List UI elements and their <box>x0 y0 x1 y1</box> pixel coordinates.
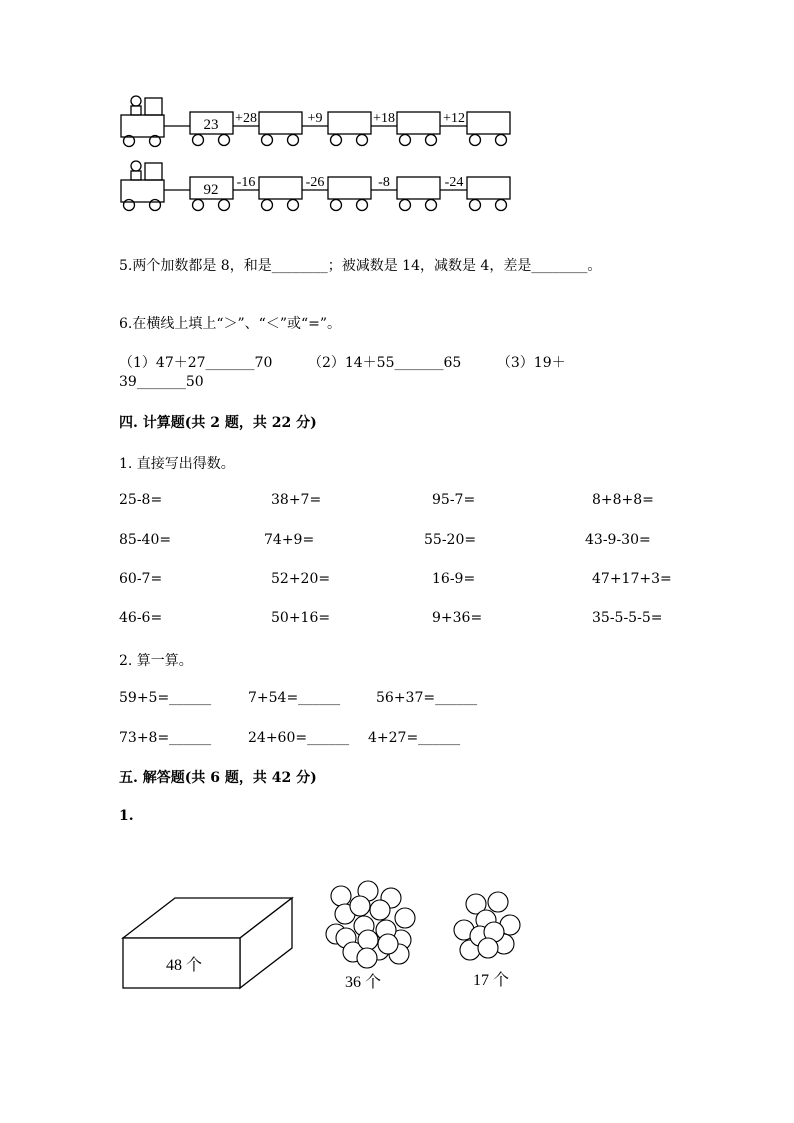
problem-1-figure <box>0 860 794 1010</box>
calc-1-item: 25-8= <box>119 492 163 508</box>
section-4-heading: 四. 计算题(共 2 题，共 22 分) <box>119 415 317 431</box>
calc-1-item: 85-40= <box>119 532 172 548</box>
box-3d <box>123 898 292 988</box>
calc-1-item: 46-6= <box>119 610 163 626</box>
calc-1-item: 95-7= <box>432 492 476 508</box>
train-car <box>328 112 371 146</box>
train-2-op-1: -16 <box>236 175 256 190</box>
question-6-line-2: 39_______50 <box>119 374 204 390</box>
train-car <box>259 112 302 146</box>
train-2-op-2: -26 <box>305 175 325 190</box>
calc-1-item: 43-9-30= <box>585 532 651 548</box>
train-car <box>467 112 510 146</box>
train-1-start: 23 <box>203 117 219 133</box>
locomotive-1 <box>121 96 190 147</box>
problem-1-number: 1. <box>119 808 134 824</box>
calc-1-item: 60-7= <box>119 571 163 587</box>
calc-1-item: 9+36= <box>432 610 483 626</box>
section-5-heading: 五. 解答题(共 6 题，共 42 分) <box>119 770 317 786</box>
calc-1-item: 50+16= <box>271 610 331 626</box>
ball-pile-large <box>326 881 415 968</box>
train-2-op-4: -24 <box>444 175 464 190</box>
train-car <box>467 177 510 211</box>
calc-2-title: 2. 算一算。 <box>119 653 193 669</box>
question-6-title: 6.在横线上填上“＞”、“＜”或“=”。 <box>119 316 342 332</box>
calc-1-item: 16-9= <box>432 571 476 587</box>
box-label: 48 个 <box>165 957 203 974</box>
train-car <box>397 177 440 211</box>
locomotive-2 <box>121 161 190 211</box>
calc-2-item: 24+60=______ <box>248 730 350 746</box>
question-6-line-1: （1）47＋27_______70 （2）14＋55_______65 （3）19＋ <box>119 355 566 371</box>
train-2-op-3: -8 <box>378 175 390 190</box>
train-1-op-2: +9 <box>307 111 323 126</box>
calc-1-item: 35-5-5-5= <box>592 610 663 626</box>
calc-2-item: 56+37=______ <box>376 690 478 706</box>
calc-1-item: 52+20= <box>271 571 331 587</box>
train-1-op-3: +18 <box>373 111 395 126</box>
calc-1-item: 47+17+3= <box>592 571 672 587</box>
calc-1-item: 38+7= <box>271 492 322 508</box>
calc-1-item: 8+8+8= <box>592 492 654 508</box>
calc-1-item: 74+9= <box>264 532 315 548</box>
question-5: 5.两个加数都是 8，和是________；被减数是 14，减数是 4，差是________。 <box>119 258 602 274</box>
train-1-op-1: +28 <box>235 111 257 126</box>
ball-pile-small <box>454 892 520 960</box>
train-car <box>259 177 302 211</box>
train-2-start: 92 <box>203 182 219 198</box>
calc-2-item: 73+8=______ <box>119 730 212 746</box>
train-1-op-4: +12 <box>443 111 465 126</box>
calc-2-item: 7+54=______ <box>248 690 341 706</box>
pile-1-label: 36 个 <box>344 974 382 991</box>
train-car <box>328 177 371 211</box>
calc-1-title: 1. 直接写出得数。 <box>119 456 235 472</box>
calc-2-item: 59+5=______ <box>119 690 212 706</box>
train-diagrams <box>0 0 794 230</box>
calc-1-item: 55-20= <box>424 532 477 548</box>
pile-2-label: 17 个 <box>472 972 510 989</box>
train-car <box>397 112 440 146</box>
calc-2-item: 4+27=______ <box>368 730 461 746</box>
